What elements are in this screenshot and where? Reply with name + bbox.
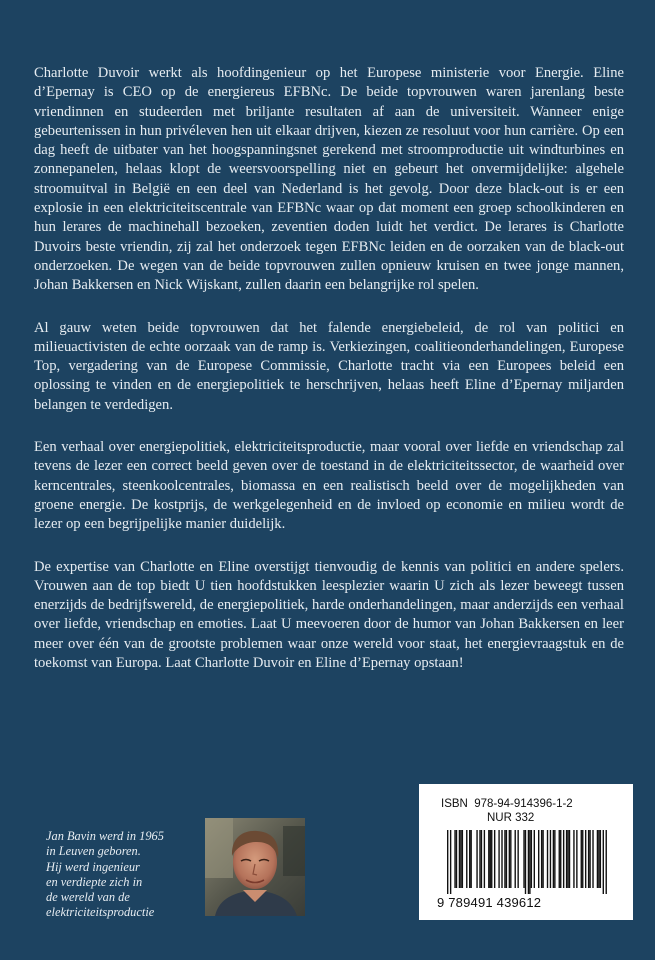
barcode-bar (606, 830, 607, 894)
barcode-bar (597, 830, 598, 888)
barcode-icon (447, 830, 607, 894)
author-bio-line: de wereld van de (46, 890, 130, 905)
barcode-bar (534, 830, 535, 888)
barcode-bar (447, 830, 448, 894)
barcode-bar (484, 830, 485, 888)
author-bio-line: elektriciteitsproductie (46, 905, 155, 920)
barcode-bar (456, 830, 457, 888)
author-bio (46, 829, 196, 921)
barcode-bar (550, 830, 551, 888)
isbn-barcode-panel (419, 784, 633, 920)
barcode-bar (470, 830, 471, 888)
barcode-bar (588, 830, 589, 888)
barcode-bar (560, 830, 561, 888)
barcode-bar (547, 830, 548, 888)
barcode-bar (541, 830, 542, 888)
barcode-bar (491, 830, 492, 888)
author-bio-line: Jan Bavin werd in 1965 (46, 829, 164, 843)
barcode-bar (498, 830, 499, 888)
barcode-bar (528, 830, 529, 894)
blurb-paragraph-3: Een verhaal over energiepolitiek, elektriciteitsproductie, maar vooral over liefde en vriendschap zal tevens de lezer een correct beeld geven over de toestand in de elektriciteitssector, de waarheid over kerncentrales, steenkoolcentrales, biomassa en een realistisch beeld over de mogelijkheden van groene energie. De kostprijs, de werkgelegenheid en de invloed op economie en milieu wordt de lezer op een begrijpelijke manier duidelijk. (34, 439, 624, 533)
barcode-bar (553, 830, 554, 888)
blurb-paragraph-1: Charlotte Duvoir werkt als hoofdingenieur op het Europese ministerie voor Energie. Eline d’Epernay is CEO op de energiereus EFBNc. De beide topvrouwen waren jarenlang beste vriendinnen en studeerden met briljante resultaten af aan de universiteit. Wanneer enige gebeurtenissen in hun privéleven hen uit elkaar drijven, kiezen ze resoluut voor hun carrière. Op een dag heeft de uitbater van het hoogspanningsnet gerekend met stroomproductie uit windturbines en zonnepanelen, helaas klopt de weersvoorspelling niet en gebeurt het onvermijdelijke: algehele stroomuitval in België en een deel van Nederland is het gevolg. Door deze black-out is er een explosie in een elektriciteitscentrale van EFBNc waar op dat moment een groep schoolkinderen en hun lerares de machinehall bezoeken, zeventien doden luidt het verdict. De lerares is Charlotte Duvoirs beste vriendin, zij zal het onderzoek tegen EFBNc leiden en de oorzaken van de black-out onderzoeken. De wegen van de beide topvrouwen zullen opnieuw kruisen en twee jonge mannen, Johan Bakkersen en Nick Wijskant, zullen daarin een belangrijke rol spelen. (34, 65, 624, 294)
barcode-bar (517, 830, 518, 888)
barcode-bar (462, 830, 463, 888)
barcode-bar (450, 830, 451, 894)
barcode-bar (573, 830, 574, 888)
barcode-bar (563, 830, 564, 888)
author-bio-line: Hij werd ingenieur (46, 859, 140, 874)
barcode-bar (501, 830, 502, 888)
barcode-bar (554, 830, 555, 888)
barcode-bar (576, 830, 577, 888)
blurb-text (34, 64, 624, 696)
barcode-bar (490, 830, 491, 888)
author-bio-line: en verdiepte zich in (46, 874, 143, 889)
barcode-bar (603, 830, 604, 894)
barcode-bar (488, 830, 489, 888)
barcode-bar (460, 830, 461, 888)
barcode-bar (585, 830, 586, 888)
barcode-bar (569, 830, 570, 888)
barcode-bar (509, 830, 510, 888)
barcode-bar (598, 830, 599, 888)
barcode-bar (525, 830, 526, 894)
barcode-bar (469, 830, 470, 888)
author-bio-line: in Leuven geboren. (46, 844, 141, 859)
barcode-bar (542, 830, 543, 888)
barcode-bar (504, 830, 505, 888)
barcode-bar (582, 830, 583, 888)
barcode-bar (510, 830, 511, 888)
isbn-label: ISBN 978-94-914396-1-2 (441, 798, 573, 810)
barcode-bar (494, 830, 495, 888)
barcode-bar (600, 830, 601, 888)
author-portrait-image (205, 818, 305, 916)
barcode-bar (479, 830, 480, 888)
blurb-paragraph-4: De expertise van Charlotte en Eline overstijgt tienvoudig de kennis van politici en andere spelers. Vrouwen aan de top biedt U tien hoofdstukken leesplezier waarin U zich als lezer beweegt tussen enerzijds de bedrijfswereld, de energiepolitiek, harde onderhandelingen, maar anderzijds een verhaal over liefde, vriendschap en emoties. Laat U meevoeren door de humor van Johan Bakkersen en leer meer over één van de grootste problemen waar onze wereld voor staat, het energievraagstuk en de toekomst van Europa. Laat Charlotte Duvoir en Eline d’Epernay opstaan! (34, 558, 624, 672)
barcode-bar (481, 830, 482, 888)
barcode-bar (454, 830, 455, 888)
author-photo (205, 818, 305, 916)
barcode-bar (531, 830, 532, 888)
blurb-paragraph-2: Al gauw weten beide topvrouwen dat het falende energiebeleid, de rol van politici en milieuactivisten de echte oorzaak van de ramp is. Verkiezingen, coalitieonderhandelingen, Europese Top, vergadering van de Europese Commissie, Charlotte tracht via een Europees beleid een oplossing te vinden en de energiepolitiek te herschrijven, helaas heeft Eline d’Epernay miljarden belangen te verdedigen. (34, 319, 624, 413)
barcode-bar (538, 830, 539, 888)
barcode-bar (592, 830, 593, 888)
barcode-bar (476, 830, 477, 888)
barcode-bar (523, 830, 524, 888)
barcode-bar (459, 830, 460, 888)
barcode-bar (581, 830, 582, 888)
nur-label: NUR 332 (487, 812, 535, 824)
barcode-bar (529, 830, 530, 894)
barcode-bar (506, 830, 507, 888)
barcode-digits: 9 789491 439612 (437, 895, 542, 910)
barcode-bar (559, 830, 560, 888)
barcode-bar (466, 830, 467, 888)
barcode-bar (589, 830, 590, 888)
barcode-bar (515, 830, 516, 888)
barcode-bar (566, 830, 567, 888)
barcode-bar (567, 830, 568, 888)
